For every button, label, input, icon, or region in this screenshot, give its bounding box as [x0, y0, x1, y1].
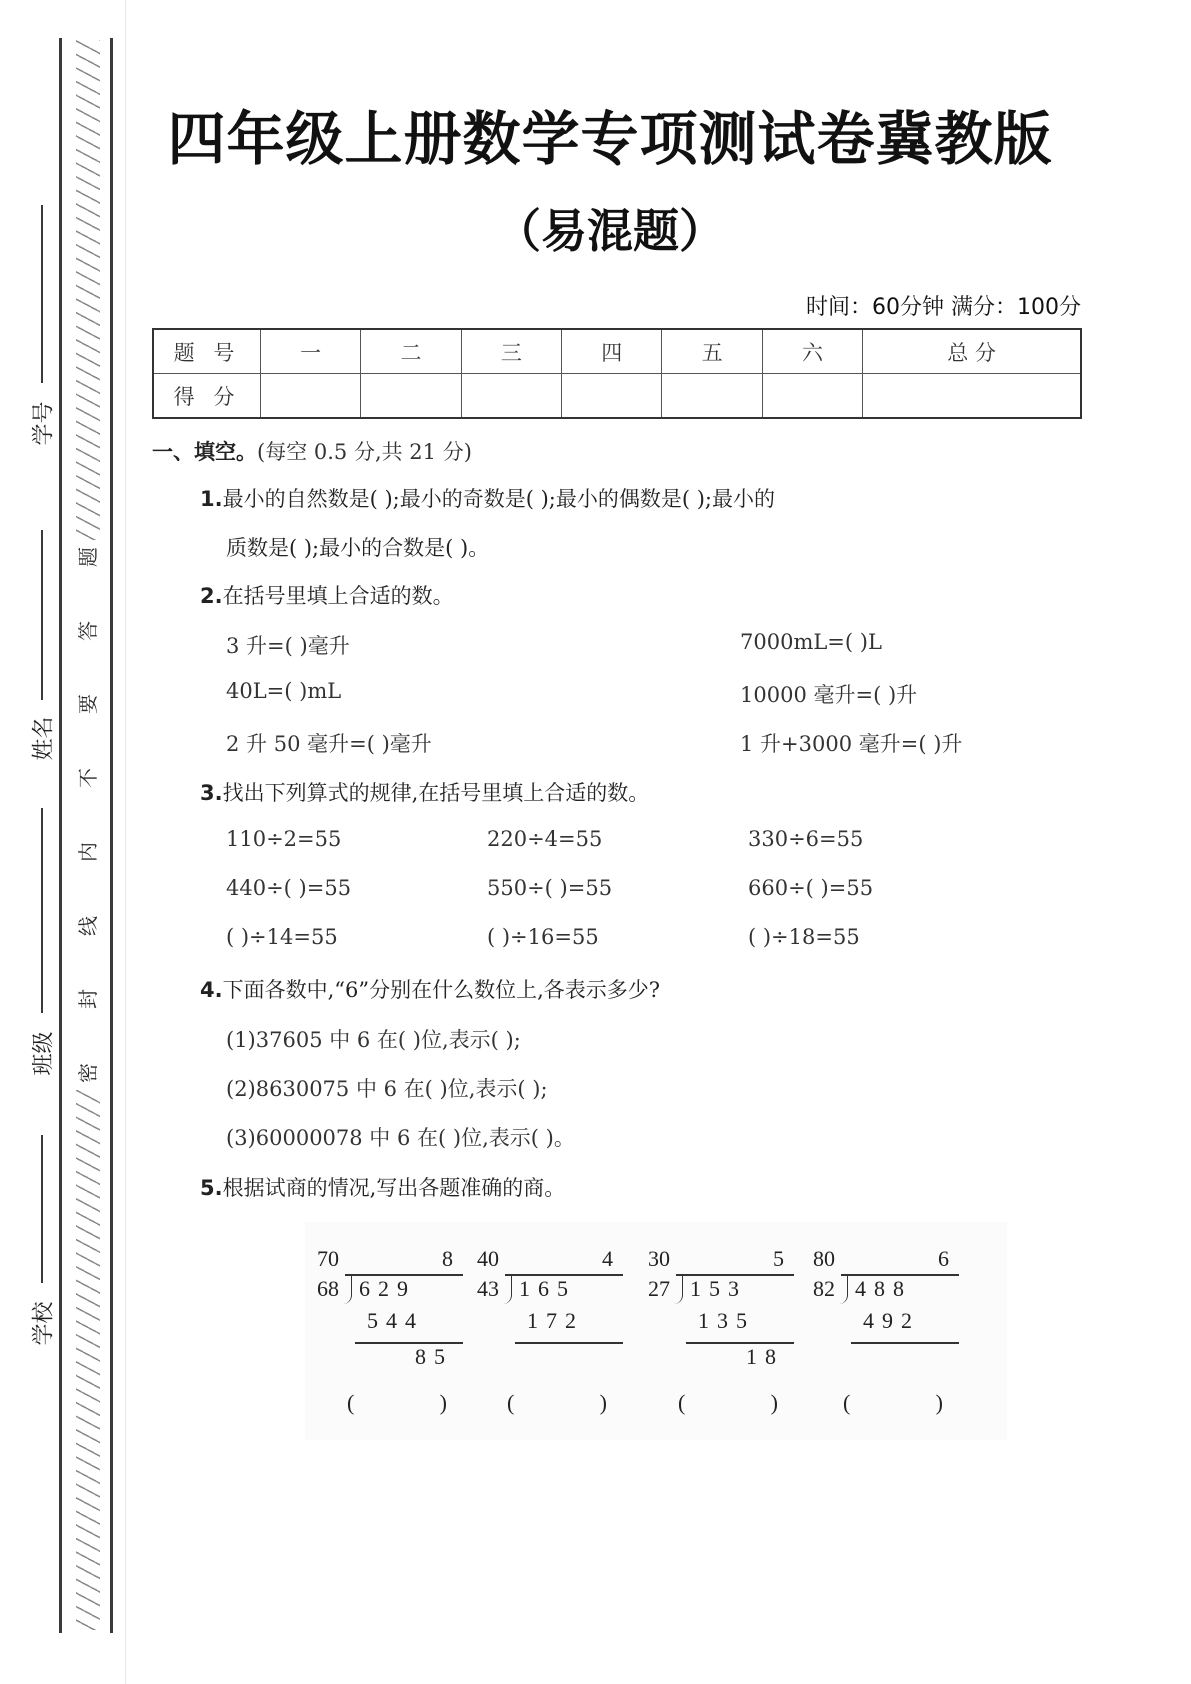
subtraction-line — [851, 1342, 959, 1344]
division-problem — [317, 1222, 467, 1440]
name-field[interactable] — [22, 530, 62, 760]
division-bracket — [503, 1274, 512, 1304]
division-bracket — [839, 1274, 848, 1304]
score-table — [152, 328, 1082, 419]
q2-item: 10000 毫升=( )升 — [740, 683, 918, 707]
hatch-pattern-bottom — [76, 1090, 100, 1630]
long-division-figure — [305, 1222, 1007, 1440]
dividend: 165 — [519, 1276, 576, 1301]
col-header: 六 — [762, 329, 862, 374]
division-problem — [648, 1222, 798, 1440]
remainder: 85 — [415, 1344, 453, 1369]
section-heading — [152, 436, 472, 466]
answer-blank[interactable] — [678, 1390, 778, 1416]
answer-close-paren: ) — [439, 1390, 447, 1415]
q3-expression: ( )÷16=55 — [487, 925, 599, 949]
question-4-title — [200, 974, 660, 1004]
estimated-quotient-note: 30 — [648, 1246, 670, 1271]
score-cell[interactable] — [461, 374, 561, 419]
q3-expression: ( )÷14=55 — [226, 925, 338, 949]
page-title: 四年级上册数学专项测试卷冀教版 — [167, 105, 1053, 173]
class-label: 班级 — [31, 1031, 57, 1076]
section-score-note: (每空 0.5 分,共 21 分) — [257, 440, 472, 464]
division-bracket — [343, 1274, 352, 1304]
name-underline[interactable] — [41, 530, 43, 700]
answer-close-paren: ) — [599, 1390, 607, 1415]
partial-product: 492 — [863, 1308, 920, 1333]
dividend: 153 — [690, 1276, 747, 1301]
partial-product: 135 — [698, 1308, 755, 1333]
dividend: 488 — [855, 1276, 912, 1301]
seal-char: 密 — [76, 1062, 100, 1083]
question-text: 找出下列算式的规律,在括号里填上合适的数。 — [222, 781, 650, 805]
seal-char: 题 — [76, 547, 100, 567]
q2-item: 2 升 50 毫升=( )毫升 — [226, 732, 432, 756]
score-cell[interactable] — [662, 374, 762, 419]
seal-char: 不 — [76, 768, 100, 789]
q2-item: 3 升=( )毫升 — [226, 634, 350, 658]
seal-char: 答 — [76, 620, 100, 641]
col-header-total: 总 分 — [863, 329, 1081, 374]
answer-blank[interactable] — [843, 1390, 943, 1416]
page-edge-divider — [125, 0, 126, 1684]
exam-meta: 时间：60分钟 满分：100分 — [806, 295, 1081, 320]
q3-expression: 660÷( )=55 — [748, 876, 874, 900]
trial-quotient: 5 — [773, 1246, 784, 1271]
remainder: 18 — [746, 1344, 784, 1369]
question-number: 4. — [200, 978, 223, 1002]
division-problem — [813, 1222, 963, 1440]
school-field[interactable] — [22, 1135, 62, 1435]
divisor: 68 — [317, 1276, 339, 1301]
question-number: 1. — [200, 487, 223, 511]
answer-open-paren: ( — [507, 1390, 515, 1415]
class-underline[interactable] — [41, 808, 43, 1013]
question-2-title — [200, 580, 454, 610]
divisor: 82 — [813, 1276, 835, 1301]
question-3-title — [200, 777, 649, 807]
dividend: 629 — [359, 1276, 416, 1301]
answer-blank[interactable] — [347, 1390, 447, 1416]
answer-blank[interactable] — [507, 1390, 607, 1416]
q3-expression: 440÷( )=55 — [226, 876, 352, 900]
question-1-line-1 — [200, 483, 775, 513]
q4-item: (1)37605 中 6 在( )位,表示( ); — [226, 1028, 521, 1052]
student-id-label: 学号 — [31, 401, 57, 446]
partial-product: 172 — [527, 1308, 584, 1333]
score-table-score-row — [153, 374, 1081, 419]
q2-item: 40L=( )mL — [226, 679, 342, 703]
divisor: 27 — [648, 1276, 670, 1301]
division-bracket — [674, 1274, 683, 1304]
question-number: 3. — [200, 781, 223, 805]
student-id-underline[interactable] — [41, 205, 43, 383]
row-label-score: 得 分 — [153, 374, 261, 419]
margin-inner-line — [110, 38, 113, 1633]
score-table-header-row — [153, 329, 1081, 374]
class-field[interactable] — [22, 808, 62, 1076]
seal-char: 要 — [76, 694, 100, 715]
estimated-quotient-note: 70 — [317, 1246, 339, 1271]
col-header: 五 — [662, 329, 762, 374]
division-problem — [477, 1222, 627, 1440]
q2-item: 1 升+3000 毫升=( )升 — [740, 732, 963, 756]
col-header: 四 — [562, 329, 662, 374]
trial-quotient: 8 — [442, 1246, 453, 1271]
q3-expression: 550÷( )=55 — [487, 876, 613, 900]
subtraction-line — [515, 1342, 623, 1344]
question-5-title — [200, 1172, 565, 1202]
col-header: 三 — [461, 329, 561, 374]
answer-open-paren: ( — [678, 1390, 686, 1415]
col-header: 一 — [261, 329, 361, 374]
score-cell[interactable] — [562, 374, 662, 419]
q3-expression: 220÷4=55 — [487, 827, 603, 851]
seal-char: 线 — [76, 915, 100, 936]
question-text: 下面各数中,“6”分别在什么数位上,各表示多少? — [222, 978, 661, 1002]
school-label: 学校 — [31, 1301, 57, 1346]
answer-open-paren: ( — [347, 1390, 355, 1415]
divisor: 43 — [477, 1276, 499, 1301]
seal-char: 封 — [76, 989, 100, 1010]
partial-product: 544 — [367, 1308, 424, 1333]
score-cell[interactable] — [361, 374, 461, 419]
seal-char: 内 — [76, 841, 100, 862]
question-text: 在括号里填上合适的数。 — [222, 584, 454, 608]
student-id-field[interactable] — [22, 205, 62, 455]
estimated-quotient-note: 80 — [813, 1246, 835, 1271]
q3-expression: ( )÷18=55 — [748, 925, 860, 949]
question-number: 2. — [200, 584, 223, 608]
estimated-quotient-note: 40 — [477, 1246, 499, 1271]
answer-open-paren: ( — [843, 1390, 851, 1415]
hatch-pattern-top — [76, 40, 100, 540]
score-cell-total[interactable] — [863, 374, 1081, 419]
trial-quotient: 4 — [602, 1246, 613, 1271]
q3-expression: 110÷2=55 — [226, 827, 342, 851]
question-text: 最小的自然数是( );最小的奇数是( );最小的偶数是( );最小的 — [222, 487, 776, 511]
seal-line-warning — [76, 545, 100, 1085]
school-underline[interactable] — [41, 1135, 43, 1283]
q2-item: 7000mL=( )L — [740, 630, 882, 654]
score-cell[interactable] — [261, 374, 361, 419]
answer-close-paren: ) — [770, 1390, 778, 1415]
question-1-line-2: 质数是( );最小的合数是( )。 — [226, 536, 490, 560]
q3-expression: 330÷6=55 — [748, 827, 864, 851]
row-label-question-no: 题 号 — [153, 329, 261, 374]
question-number: 5. — [200, 1176, 223, 1200]
page-subtitle: （易混题） — [495, 204, 725, 258]
trial-quotient: 6 — [938, 1246, 949, 1271]
q4-item: (2)8630075 中 6 在( )位,表示( ); — [226, 1077, 548, 1101]
question-text: 根据试商的情况,写出各题准确的商。 — [222, 1176, 566, 1200]
answer-close-paren: ) — [935, 1390, 943, 1415]
score-cell[interactable] — [762, 374, 862, 419]
col-header: 二 — [361, 329, 461, 374]
binding-margin — [0, 0, 125, 1684]
q4-item: (3)60000078 中 6 在( )位,表示( )。 — [226, 1126, 575, 1150]
name-label: 姓名 — [31, 716, 57, 761]
section-title: 一、填空。 — [152, 440, 257, 464]
